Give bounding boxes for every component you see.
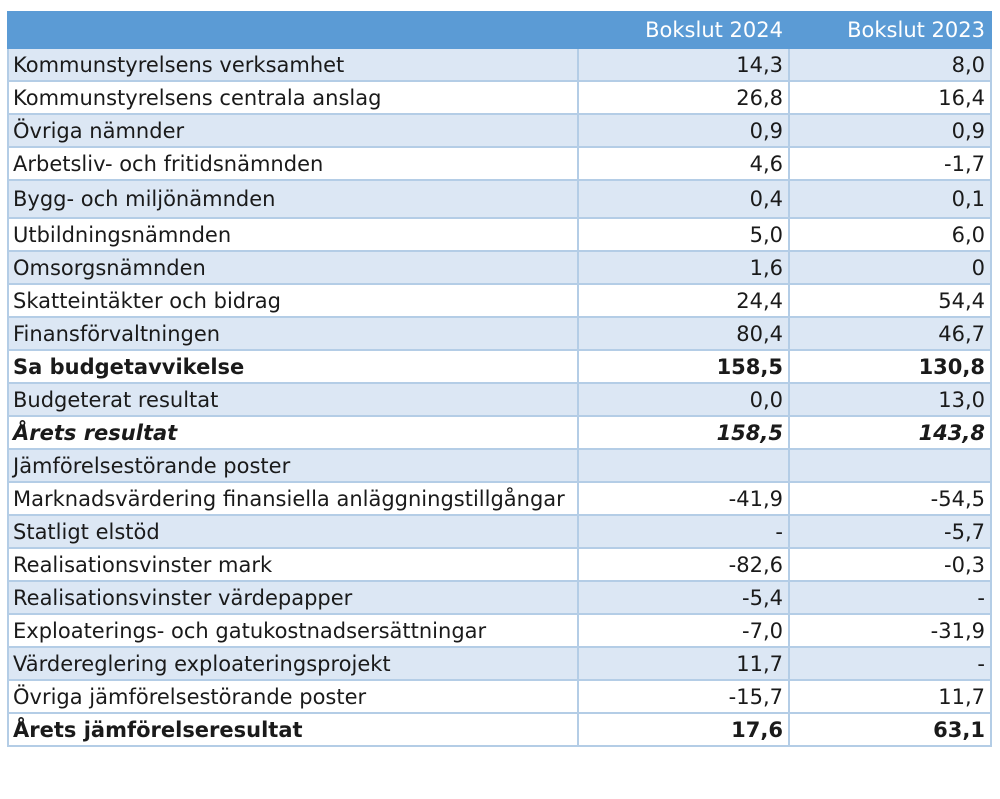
value-2024: 5,0 — [578, 218, 789, 251]
table-row — [8, 284, 991, 317]
row-label: Kommunstyrelsens centrala anslag — [8, 81, 578, 114]
value-2023: - — [789, 647, 991, 680]
table-row — [8, 48, 991, 81]
value-2024: 0,4 — [578, 180, 789, 218]
header-bokslut-2024: Bokslut 2024 — [578, 12, 789, 48]
value-2024: 158,5 — [578, 416, 789, 449]
row-label: Övriga jämförelsestörande poster — [8, 680, 578, 713]
row-label: Marknadsvärdering finansiella anläggningstillgångar — [8, 482, 578, 515]
table-row — [8, 147, 991, 180]
value-2023: -54,5 — [789, 482, 991, 515]
value-2023: 0 — [789, 251, 991, 284]
row-label: Realisationsvinster värdepapper — [8, 581, 578, 614]
table-row — [8, 680, 991, 713]
table-row — [8, 449, 991, 482]
row-label: Skatteintäkter och bidrag — [8, 284, 578, 317]
financial-results-table — [7, 11, 992, 747]
table-header — [8, 12, 991, 48]
value-2024: 0,0 — [578, 383, 789, 416]
row-label: Statligt elstöd — [8, 515, 578, 548]
value-2023: 6,0 — [789, 218, 991, 251]
value-2023: 143,8 — [789, 416, 991, 449]
row-label: Årets resultat — [8, 416, 578, 449]
table-row — [8, 251, 991, 284]
table-row — [8, 114, 991, 147]
table-row — [8, 548, 991, 581]
value-2023: 54,4 — [789, 284, 991, 317]
value-2023: -5,7 — [789, 515, 991, 548]
value-2024: 14,3 — [578, 48, 789, 81]
row-label: Omsorgsnämnden — [8, 251, 578, 284]
value-2023: 0,1 — [789, 180, 991, 218]
row-label: Övriga nämnder — [8, 114, 578, 147]
table-row — [8, 581, 991, 614]
value-2024: 0,9 — [578, 114, 789, 147]
value-2024: -82,6 — [578, 548, 789, 581]
table-body — [8, 48, 991, 746]
value-2024: -7,0 — [578, 614, 789, 647]
header-bokslut-2023: Bokslut 2023 — [789, 12, 991, 48]
header-label-cell — [8, 12, 578, 48]
table-row — [8, 317, 991, 350]
value-2023: 63,1 — [789, 713, 991, 746]
value-2024 — [578, 449, 789, 482]
table-row — [8, 647, 991, 680]
row-label: Sa budgetavvikelse — [8, 350, 578, 383]
value-2024: 24,4 — [578, 284, 789, 317]
value-2024: -5,4 — [578, 581, 789, 614]
value-2023 — [789, 449, 991, 482]
value-2024: 80,4 — [578, 317, 789, 350]
value-2023: -31,9 — [789, 614, 991, 647]
value-2024: -15,7 — [578, 680, 789, 713]
value-2023: 130,8 — [789, 350, 991, 383]
row-label: Finansförvaltningen — [8, 317, 578, 350]
row-label: Arbetsliv- och fritidsnämnden — [8, 147, 578, 180]
table-row — [8, 180, 991, 218]
value-2024: 158,5 — [578, 350, 789, 383]
row-label: Årets jämförelseresultat — [8, 713, 578, 746]
table-row — [8, 350, 991, 383]
value-2024: 11,7 — [578, 647, 789, 680]
value-2024: -41,9 — [578, 482, 789, 515]
table-row — [8, 218, 991, 251]
value-2023: - — [789, 581, 991, 614]
value-2023: 46,7 — [789, 317, 991, 350]
row-label: Utbildningsnämnden — [8, 218, 578, 251]
table-row — [8, 81, 991, 114]
value-2024: 1,6 — [578, 251, 789, 284]
value-2024: 4,6 — [578, 147, 789, 180]
value-2024: 17,6 — [578, 713, 789, 746]
value-2024: - — [578, 515, 789, 548]
row-label: Kommunstyrelsens verksamhet — [8, 48, 578, 81]
table-row — [8, 515, 991, 548]
header-row — [8, 12, 991, 48]
row-label: Realisationsvinster mark — [8, 548, 578, 581]
value-2023: 13,0 — [789, 383, 991, 416]
table-row — [8, 383, 991, 416]
row-label: Exploaterings- och gatukostnadsersättningar — [8, 614, 578, 647]
table-row — [8, 713, 991, 746]
value-2024: 26,8 — [578, 81, 789, 114]
row-label: Bygg- och miljönämnden — [8, 180, 578, 218]
value-2023: -1,7 — [789, 147, 991, 180]
value-2023: 11,7 — [789, 680, 991, 713]
value-2023: 16,4 — [789, 81, 991, 114]
row-label: Jämförelsestörande poster — [8, 449, 578, 482]
table-row — [8, 482, 991, 515]
table-row — [8, 614, 991, 647]
value-2023: -0,3 — [789, 548, 991, 581]
row-label: Budgeterat resultat — [8, 383, 578, 416]
value-2023: 0,9 — [789, 114, 991, 147]
row-label: Värdereglering exploateringsprojekt — [8, 647, 578, 680]
financial-table-container — [7, 11, 990, 747]
value-2023: 8,0 — [789, 48, 991, 81]
table-row — [8, 416, 991, 449]
